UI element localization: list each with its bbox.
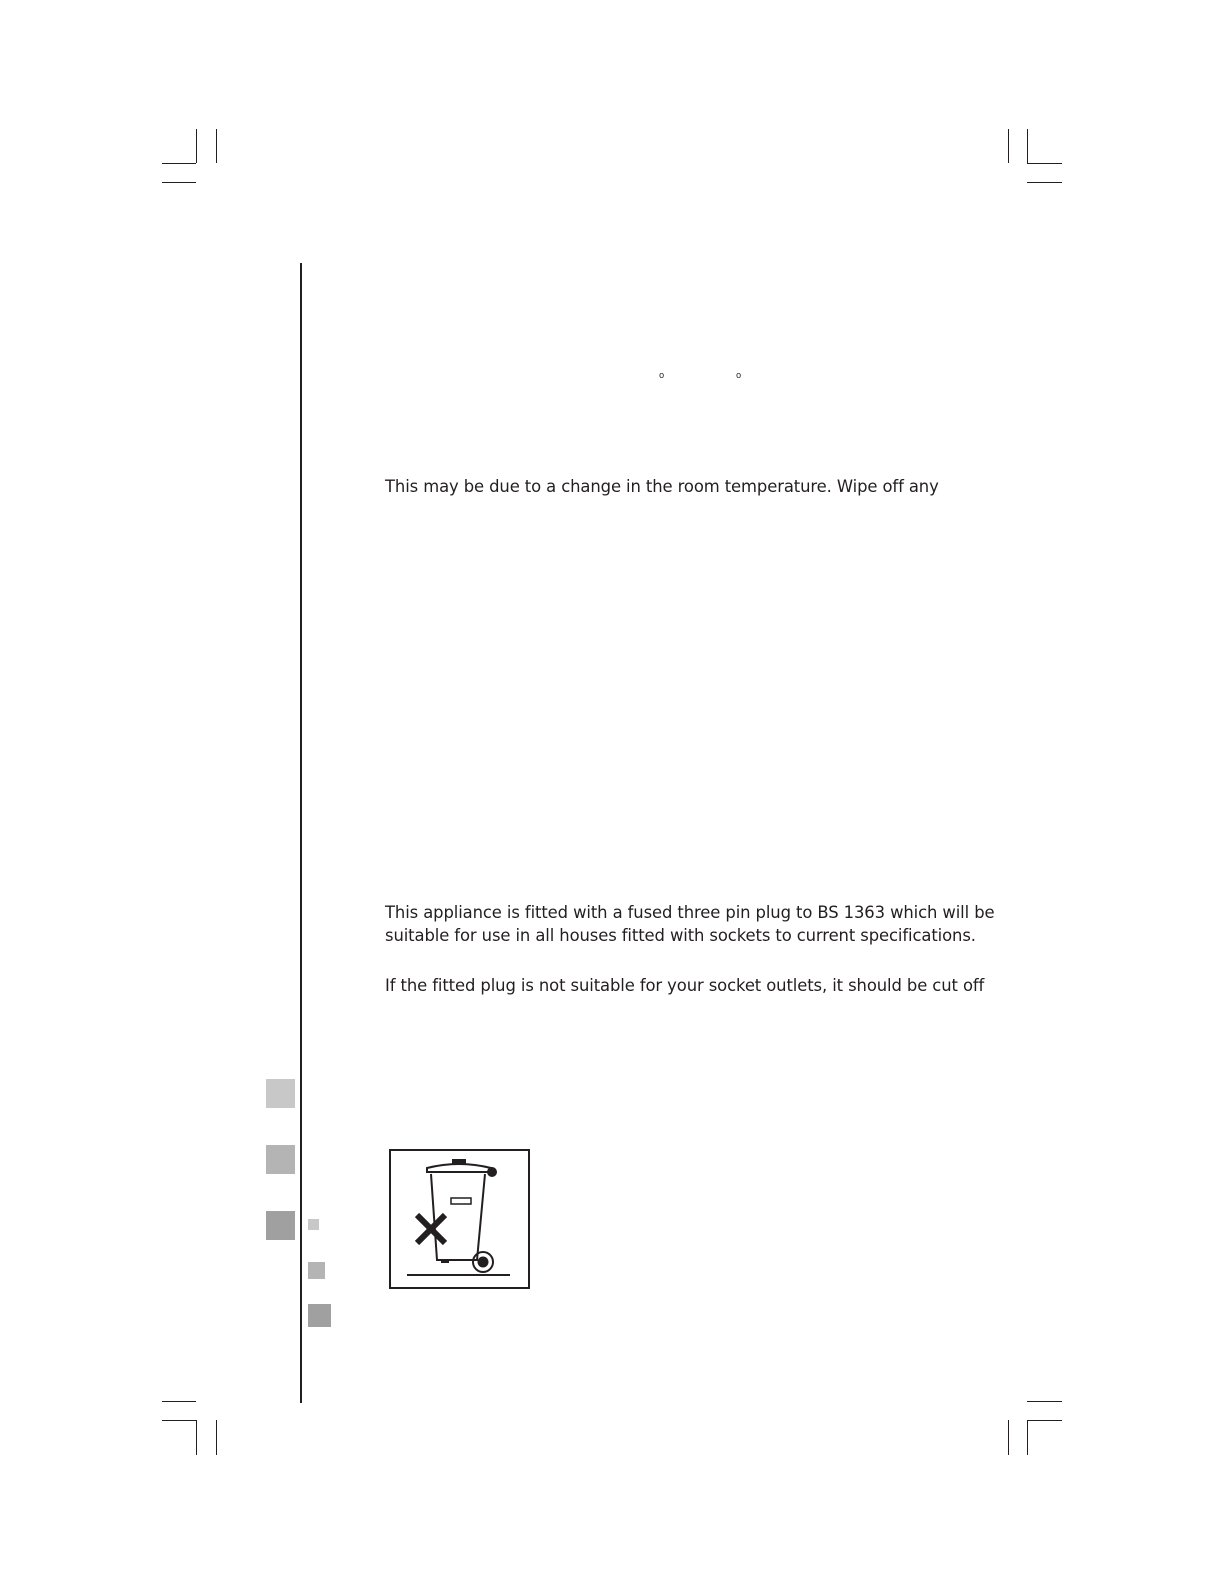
color-swatch-medium-small — [308, 1262, 325, 1279]
color-swatch-light-large — [266, 1079, 295, 1108]
crop-mark-top-left-horizontal-1 — [162, 163, 196, 164]
crop-mark-top-left-vertical-1 — [196, 129, 197, 163]
degree-mark: o — [736, 371, 742, 381]
color-swatch-dark-large — [266, 1211, 295, 1240]
paragraph-plug-line-1: This appliance is fitted with a fused three pin plug to BS 1363 which will be — [385, 903, 995, 922]
crop-mark-top-left-vertical-2 — [216, 129, 217, 163]
paragraph-condensation: This may be due to a change in the room temperature. Wipe off any — [385, 477, 939, 496]
crop-mark-bottom-left-horizontal-2 — [162, 1420, 196, 1421]
crop-mark-bottom-left-horizontal-1 — [162, 1401, 196, 1402]
crop-mark-bottom-right-vertical-1 — [1008, 1420, 1009, 1455]
paragraph-plug-line-3: If the fitted plug is not suitable for your socket outlets, it should be cut off — [385, 976, 985, 995]
color-swatch-medium-large — [266, 1145, 295, 1174]
color-swatch-light-small — [308, 1219, 319, 1230]
weee-symbol-box — [389, 1149, 530, 1289]
crop-mark-bottom-left-vertical-2 — [216, 1420, 217, 1455]
crop-mark-top-right-vertical-1 — [1008, 129, 1009, 163]
margin-rule — [300, 263, 302, 1403]
crop-mark-bottom-left-vertical-1 — [196, 1420, 197, 1455]
crop-mark-top-right-vertical-2 — [1027, 129, 1028, 163]
crop-mark-top-right-horizontal-1 — [1027, 163, 1062, 164]
color-swatch-dark-small — [308, 1304, 331, 1327]
crop-mark-bottom-right-horizontal-2 — [1027, 1420, 1062, 1421]
degree-mark: o — [659, 371, 665, 381]
crossed-out-wheelie-bin-icon — [391, 1151, 528, 1287]
paragraph-plug-line-2: suitable for use in all houses fitted with sockets to current specifications. — [385, 926, 976, 945]
crop-mark-top-left-horizontal-2 — [162, 182, 196, 183]
crop-mark-top-right-horizontal-2 — [1027, 182, 1062, 183]
crop-mark-bottom-right-vertical-2 — [1027, 1420, 1028, 1455]
crop-mark-bottom-right-horizontal-1 — [1027, 1401, 1062, 1402]
